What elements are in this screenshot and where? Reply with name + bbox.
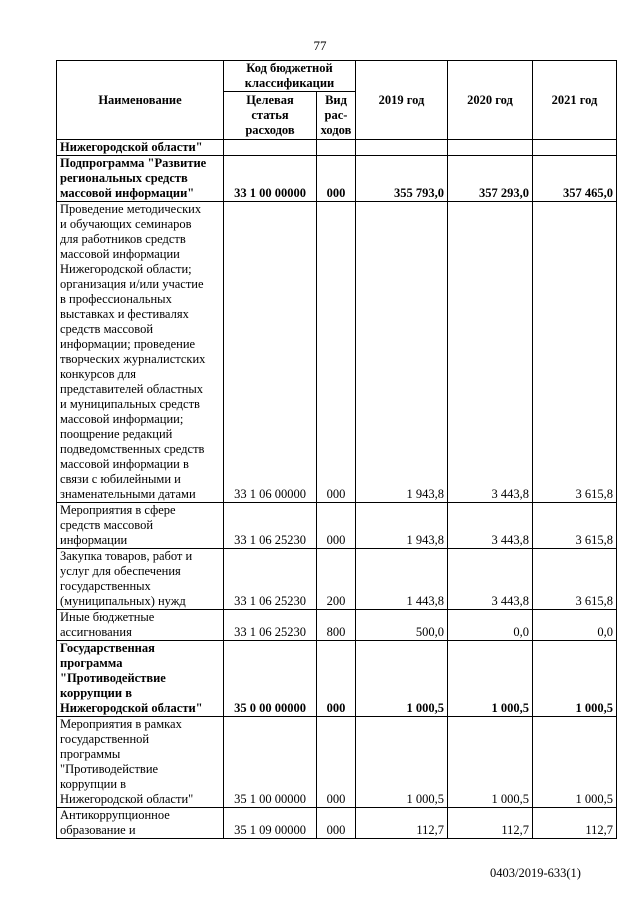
document-code: 0403/2019-633(1)	[490, 866, 581, 880]
budget-table	[56, 60, 617, 839]
header-year-2020: 2020 год	[448, 61, 533, 140]
page-number: 77	[313, 38, 327, 53]
header-name: Наименование	[57, 61, 224, 140]
row-value-2021: 3 615,8	[533, 549, 617, 610]
row-value-2020: 1 000,5	[448, 717, 533, 808]
table-row	[57, 140, 617, 156]
header-year-2019: 2019 год	[356, 61, 448, 140]
row-value-2020	[448, 140, 533, 156]
row-target-article: 33 1 06 25230	[224, 503, 317, 549]
row-value-2019: 1 000,5	[356, 717, 448, 808]
row-value-2019: 1 000,5	[356, 641, 448, 717]
table-row	[57, 503, 617, 549]
row-expense-type: 000	[317, 808, 356, 839]
row-expense-type: 000	[317, 156, 356, 202]
row-expense-type: 000	[317, 202, 356, 503]
row-name: Нижегородской области"	[57, 140, 224, 156]
row-target-article: 33 1 06 00000	[224, 202, 317, 503]
row-value-2019: 1 943,8	[356, 503, 448, 549]
row-expense-type	[317, 140, 356, 156]
row-value-2020: 357 293,0	[448, 156, 533, 202]
row-value-2019: 500,0	[356, 610, 448, 641]
row-name: Мероприятия в рамках государственной программы "Противодействие коррупции в Нижегородской области"	[57, 717, 224, 808]
row-value-2020: 3 443,8	[448, 202, 533, 503]
row-name: Подпрограмма "Развитие региональных средств массовой информации"	[57, 156, 224, 202]
row-value-2019	[356, 140, 448, 156]
table-row	[57, 717, 617, 808]
table-row	[57, 549, 617, 610]
row-value-2020: 112,7	[448, 808, 533, 839]
row-target-article	[224, 140, 317, 156]
row-value-2019: 355 793,0	[356, 156, 448, 202]
row-value-2021	[533, 140, 617, 156]
table-row	[57, 610, 617, 641]
row-value-2019: 112,7	[356, 808, 448, 839]
row-value-2020: 3 443,8	[448, 503, 533, 549]
row-value-2021: 112,7	[533, 808, 617, 839]
header-budget-classification: Код бюджетной классификации	[224, 61, 356, 92]
row-expense-type: 000	[317, 503, 356, 549]
row-value-2021: 0,0	[533, 610, 617, 641]
row-expense-type: 800	[317, 610, 356, 641]
row-name: Проведение методических и обучающих семинаров для работников средств массовой информации Нижегородской области; организация и/или участие в профессиональных выставках и фестивалях средств массовой информации; проведение творческих журналистских конкурсов для представителей областных и муниципальных средств массовой информации; поощрение редакций подведомственных средств массовой информации в связи с юбилейными и знаменательными датами	[57, 202, 224, 503]
row-target-article: 35 0 00 00000	[224, 641, 317, 717]
row-name: Иные бюджетные ассигнования	[57, 610, 224, 641]
row-value-2020: 3 443,8	[448, 549, 533, 610]
header-target-article: Целевая статья расходов	[224, 92, 317, 140]
table-row	[57, 808, 617, 839]
row-name: Закупка товаров, работ и услуг для обеспечения государственных (муниципальных) нужд	[57, 549, 224, 610]
row-value-2019: 1 943,8	[356, 202, 448, 503]
row-value-2021: 3 615,8	[533, 202, 617, 503]
row-value-2021: 1 000,5	[533, 717, 617, 808]
row-name: Государственная программа "Противодействие коррупции в Нижегородской области"	[57, 641, 224, 717]
row-target-article: 33 1 06 25230	[224, 549, 317, 610]
row-value-2020: 1 000,5	[448, 641, 533, 717]
row-expense-type: 000	[317, 641, 356, 717]
row-expense-type: 000	[317, 717, 356, 808]
row-target-article: 33 1 06 25230	[224, 610, 317, 641]
row-name: Мероприятия в сфере средств массовой информации	[57, 503, 224, 549]
table-row	[57, 641, 617, 717]
row-value-2019: 1 443,8	[356, 549, 448, 610]
table-row	[57, 156, 617, 202]
row-value-2021: 1 000,5	[533, 641, 617, 717]
row-target-article: 35 1 09 00000	[224, 808, 317, 839]
row-value-2021: 3 615,8	[533, 503, 617, 549]
header-expense-type: Вид рас- ходов	[317, 92, 356, 140]
row-value-2020: 0,0	[448, 610, 533, 641]
row-target-article: 35 1 00 00000	[224, 717, 317, 808]
table-body	[57, 140, 617, 839]
header-year-2021: 2021 год	[533, 61, 617, 140]
row-name: Антикоррупционное образование и	[57, 808, 224, 839]
row-expense-type: 200	[317, 549, 356, 610]
table-row	[57, 202, 617, 503]
row-target-article: 33 1 00 00000	[224, 156, 317, 202]
row-value-2021: 357 465,0	[533, 156, 617, 202]
